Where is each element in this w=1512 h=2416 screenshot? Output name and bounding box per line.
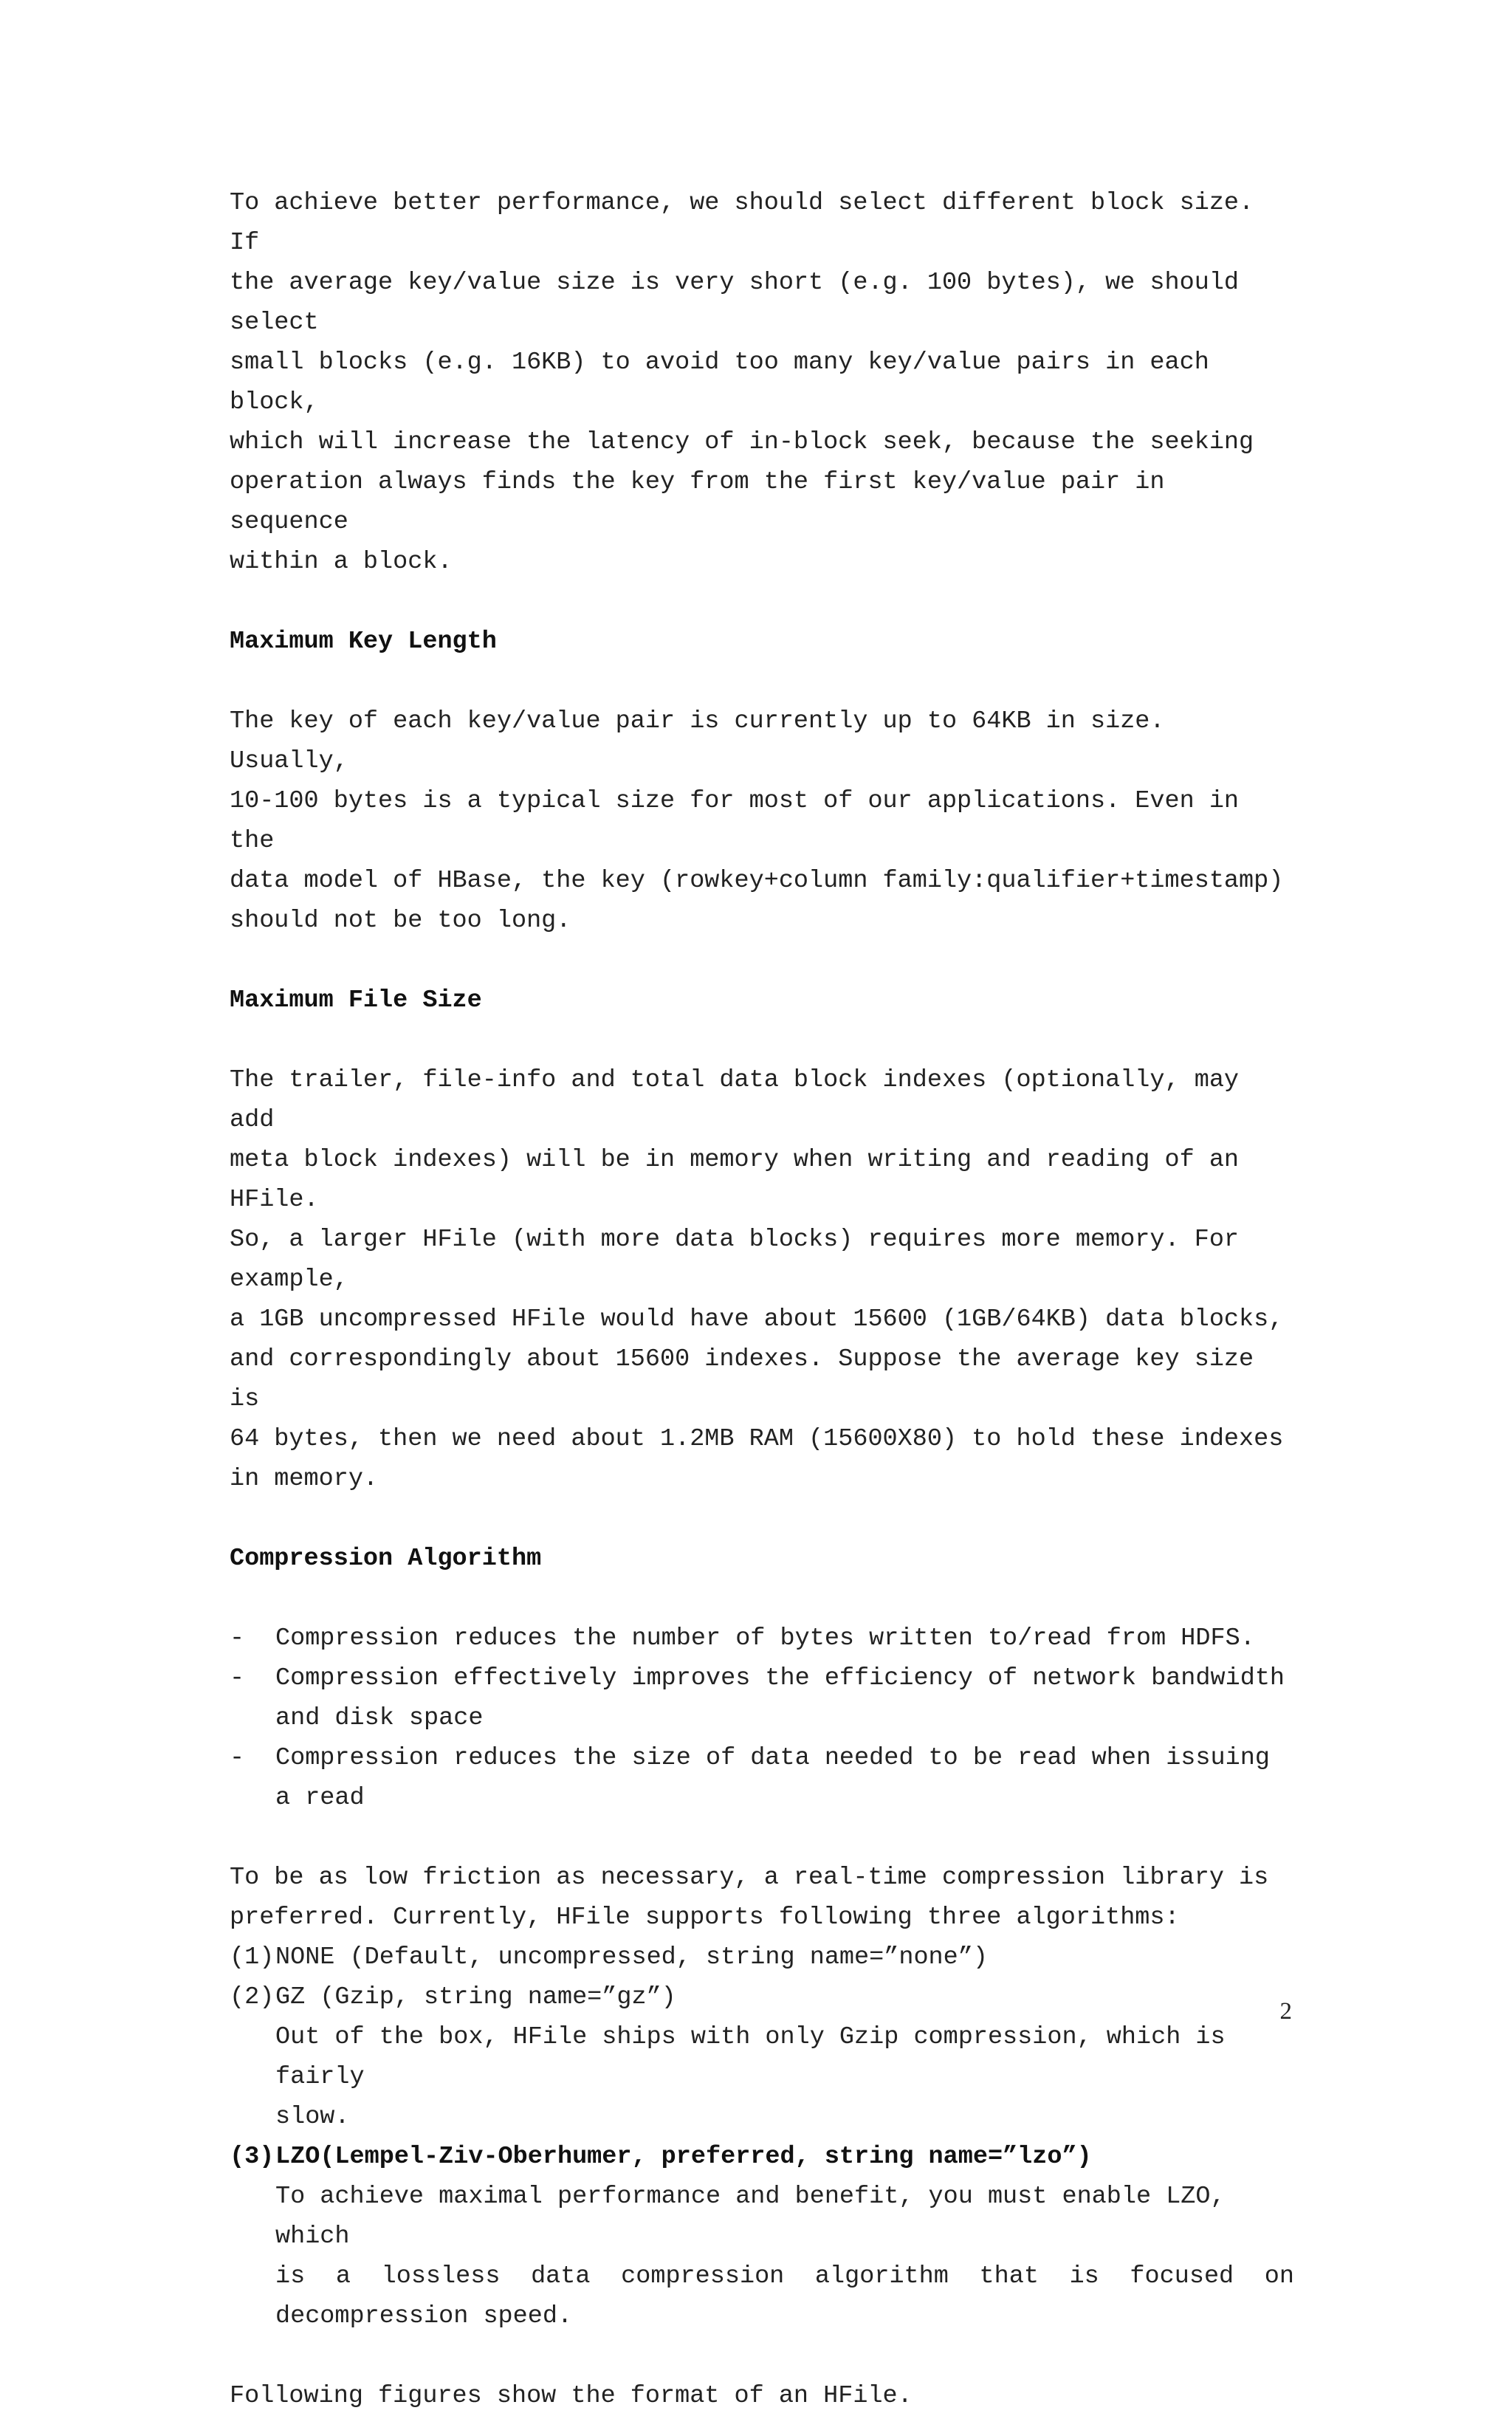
section-heading: Compression Algorithm bbox=[230, 1545, 542, 1573]
bullet-dash: - bbox=[230, 1664, 245, 1692]
max-key-length-paragraph bbox=[230, 701, 1294, 941]
algorithm-title: NONE (Default, uncompressed, string name=”none”) bbox=[275, 1943, 988, 1971]
max-file-size-paragraph bbox=[230, 1060, 1294, 1499]
item-number: (2) bbox=[230, 1983, 275, 2011]
item-number: (1) bbox=[230, 1943, 275, 1971]
paragraph-line: To be as low friction as necessary, a real-time compression library is bbox=[230, 1864, 1269, 1892]
paragraph-line: data model of HBase, the key (rowkey+column family:qualifier+timestamp) bbox=[230, 867, 1284, 895]
paragraph-line: preferred. Currently, HFile supports following three algorithms: bbox=[230, 1904, 1180, 1932]
description-line: decompression speed. bbox=[275, 2302, 573, 2330]
compression-bullet-list bbox=[230, 1619, 1294, 1818]
list-item-line: Compression reduces the size of data needed to be read when issuing bbox=[275, 1744, 1270, 1772]
description-line: is a lossless data compression algorithm that is focused on bbox=[275, 2262, 1294, 2290]
paragraph-line: 64 bytes, then we need about 1.2MB RAM (15600X80) to hold these indexes bbox=[230, 1425, 1284, 1453]
bullet-dash: - bbox=[230, 1744, 245, 1772]
page-content bbox=[230, 183, 1294, 2416]
list-item-line: Compression reduces the number of bytes written to/read from HDFS. bbox=[275, 1624, 1255, 1653]
list-item bbox=[230, 1658, 1294, 1738]
algorithm-item-lzo bbox=[230, 2137, 1294, 2177]
algorithm-list bbox=[230, 1938, 1294, 2336]
list-item-line: Compression effectively improves the efficiency of network bandwidth bbox=[275, 1664, 1285, 1692]
intro-paragraph bbox=[230, 183, 1294, 582]
bullet-dash: - bbox=[230, 1624, 245, 1653]
section-heading: Maximum Key Length bbox=[230, 628, 497, 656]
algorithm-title: LZO(Lempel-Ziv-Oberhumer, preferred, string name=”lzo”) bbox=[275, 2143, 1092, 2171]
paragraph-line: So, a larger HFile (with more data blocks) requires more memory. For example, bbox=[230, 1226, 1240, 1294]
paragraph-line: which will increase the latency of in-block seek, because the seeking bbox=[230, 428, 1254, 456]
paragraph-line: The trailer, file-info and total data block indexes (optionally, may add bbox=[230, 1066, 1240, 1134]
description-line: Out of the box, HFile ships with only Gzip compression, which is fairly bbox=[275, 2023, 1226, 2091]
algorithm-item-none bbox=[230, 1938, 1294, 1977]
list-item bbox=[230, 1738, 1294, 1818]
paragraph-line: The key of each key/value pair is currently up to 64KB in size. Usually, bbox=[230, 707, 1165, 775]
algorithm-description bbox=[230, 2177, 1294, 2336]
algorithm-title: GZ (Gzip, string name=”gz”) bbox=[275, 1983, 676, 2011]
paragraph-line: within a block. bbox=[230, 548, 453, 576]
paragraph-line: the average key/value size is very short (e.g. 100 bytes), we should select bbox=[230, 269, 1240, 337]
section-heading: Maximum File Size bbox=[230, 986, 482, 1015]
paragraph-line: in memory. bbox=[230, 1465, 379, 1493]
list-item bbox=[230, 1619, 1294, 1658]
paragraph-line: operation always finds the key from the first key/value pair in sequence bbox=[230, 468, 1165, 536]
algorithm-description bbox=[230, 2017, 1294, 2137]
paragraph-line: a 1GB uncompressed HFile would have about 15600 (1GB/64KB) data blocks, bbox=[230, 1305, 1284, 1334]
paragraph-line: and correspondingly about 15600 indexes. Suppose the average key size is bbox=[230, 1345, 1254, 1413]
list-item-line: a read bbox=[275, 1784, 365, 1812]
list-item-line: and disk space bbox=[275, 1704, 484, 1732]
compression-intro-paragraph bbox=[230, 1858, 1294, 1938]
paragraph-line: should not be too long. bbox=[230, 907, 571, 935]
closing-line: Following figures show the format of an HFile. bbox=[230, 2382, 913, 2410]
item-number: (3) bbox=[230, 2143, 275, 2171]
description-line: slow. bbox=[275, 2103, 350, 2131]
paragraph-line: meta block indexes) will be in memory when writing and reading of an HFile. bbox=[230, 1146, 1240, 1214]
page-number: 2 bbox=[1279, 1998, 1292, 2025]
description-line: To achieve maximal performance and benefit, you must enable LZO, which bbox=[275, 2183, 1226, 2251]
algorithm-item-gz bbox=[230, 1977, 1294, 2017]
paragraph-line: small blocks (e.g. 16KB) to avoid too many key/value pairs in each block, bbox=[230, 349, 1209, 416]
paragraph-line: To achieve better performance, we should select different block size. If bbox=[230, 189, 1254, 257]
paragraph-line: 10-100 bytes is a typical size for most of our applications. Even in the bbox=[230, 787, 1240, 855]
